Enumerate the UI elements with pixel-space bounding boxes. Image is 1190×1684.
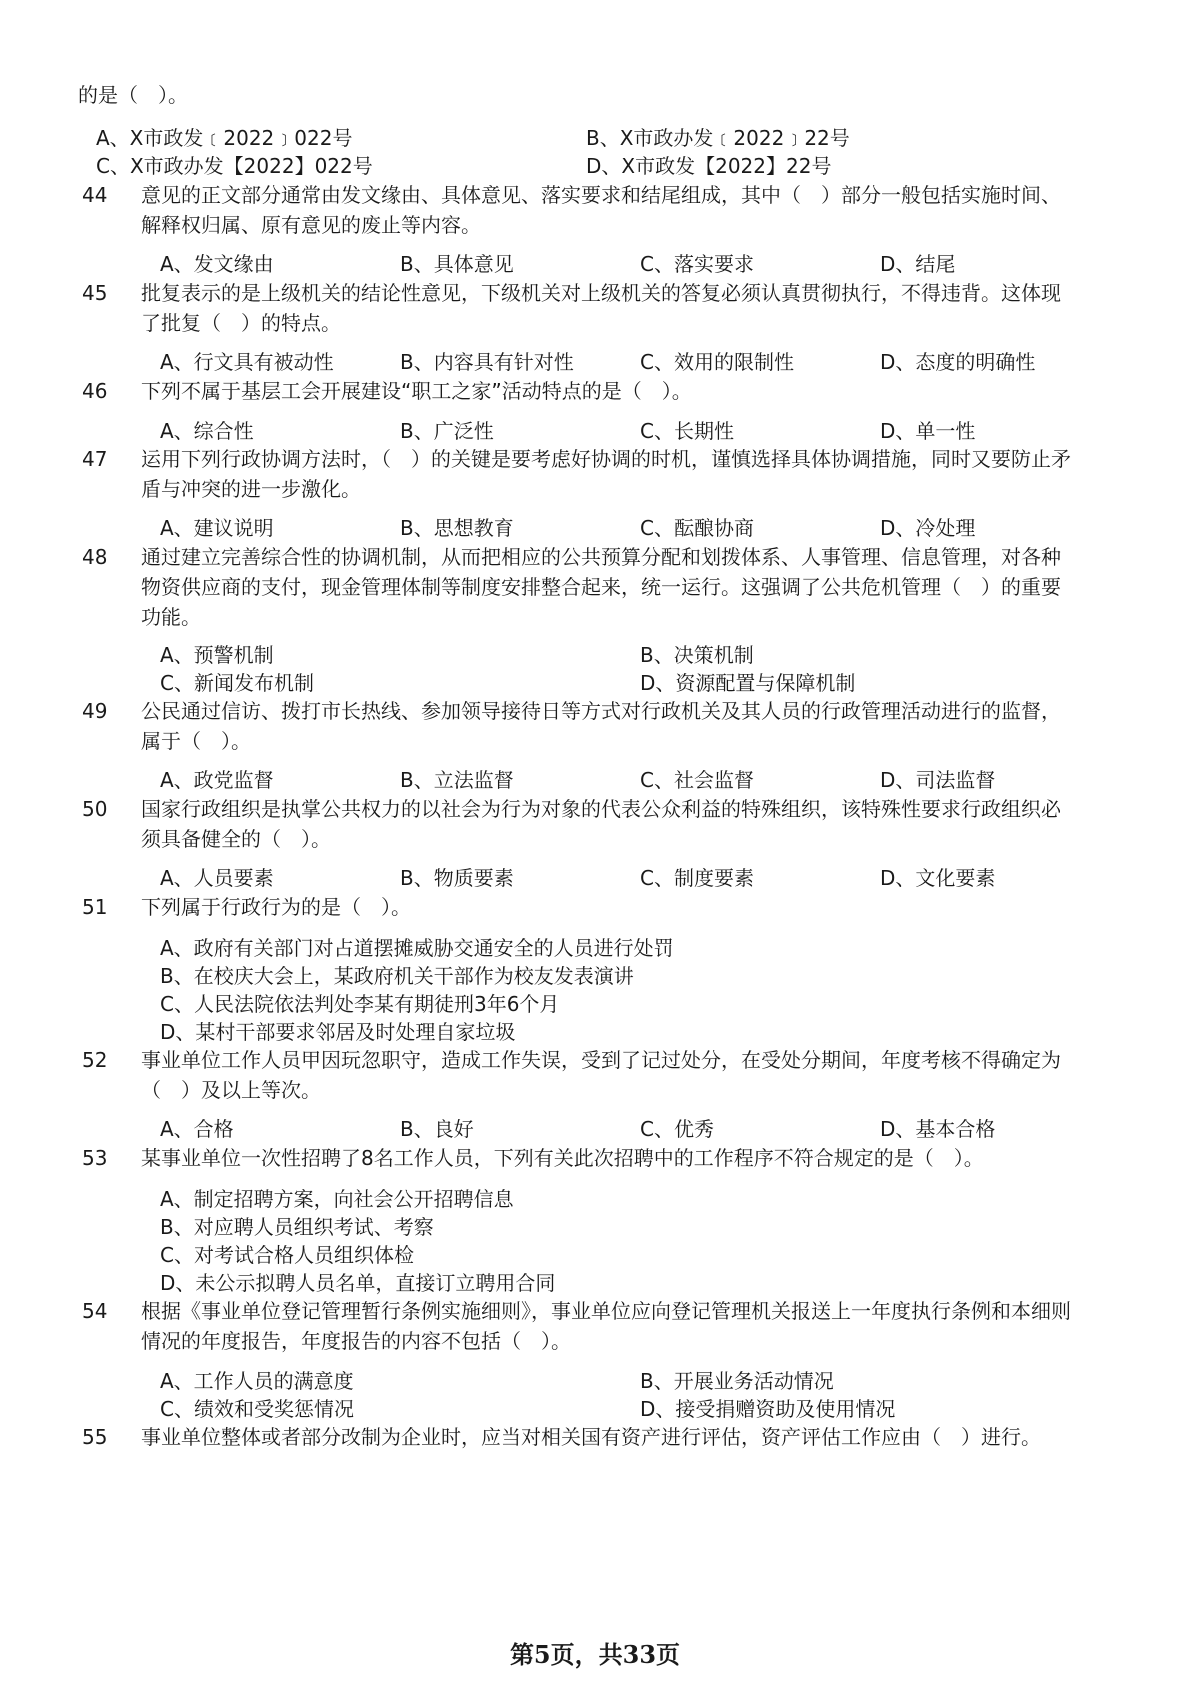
question-text: 下列属于行政行为的是（ ）。 [141, 895, 411, 919]
option-a: A、建议说明 [160, 516, 274, 540]
question-text: 下列不属于基层工会开展建设“职工之家”活动特点的是（ ）。 [141, 379, 692, 403]
option-c: C、长期性 [640, 419, 734, 443]
question-text: 事业单位工作人员甲因玩忽职守，造成工作失误，受到了记过处分，在受处分期间，年度考核不得确定为（ ）及以上等次。 [141, 1048, 1061, 1102]
option-d: D、资源配置与保障机制 [640, 671, 856, 695]
option-a: A、合格 [160, 1117, 234, 1141]
option-b: B、决策机制 [640, 643, 754, 667]
option-b: B、在校庆大会上，某政府机关干部作为校友发表演讲 [160, 964, 634, 988]
option-b: B、具体意见 [400, 252, 514, 276]
q43-option-b: B、X市政办发﹝2022﹞22号 [586, 126, 850, 150]
q43-option-d: D、X市政发【2022】22号 [586, 154, 832, 178]
question-text: 根据《事业单位登记管理暂行条例实施细则》，事业单位应向登记管理机关报送上一年度执行条例和本细则情况的年度报告，年度报告的内容不包括（ ）。 [141, 1299, 1071, 1353]
question-number: 47 [82, 447, 108, 471]
option-b: B、内容具有针对性 [400, 350, 574, 374]
option-d: D、态度的明确性 [880, 350, 1036, 374]
option-a: A、政府有关部门对占道摆摊威胁交通安全的人员进行处罚 [160, 936, 674, 960]
question-text: 批复表示的是上级机关的结论性意见，下级机关对上级机关的答复必须认真贯彻执行，不得违背。这体现了批复（ ）的特点。 [141, 281, 1061, 335]
option-c: C、新闻发布机制 [160, 671, 314, 695]
option-a: A、综合性 [160, 419, 254, 443]
question-43-tail: 的是（ ）。 [78, 83, 188, 107]
question-number: 51 [82, 895, 108, 919]
option-b: B、开展业务活动情况 [640, 1369, 834, 1393]
option-d: D、冷处理 [880, 516, 976, 540]
option-a: A、行文具有被动性 [160, 350, 334, 374]
option-c: C、酝酿协商 [640, 516, 754, 540]
option-b: B、良好 [400, 1117, 474, 1141]
question-number: 52 [82, 1048, 108, 1072]
option-a: A、预警机制 [160, 643, 274, 667]
option-a: A、人员要素 [160, 866, 274, 890]
question-text: 公民通过信访、拨打市长热线、参加领导接待日等方式对行政机关及其人员的行政管理活动进行的监督，属于（ ）。 [141, 699, 1061, 753]
option-b: B、立法监督 [400, 768, 514, 792]
q43-option-c: C、X市政办发【2022】022号 [96, 154, 373, 178]
question-number: 44 [82, 183, 108, 207]
option-b: B、对应聘人员组织考试、考察 [160, 1215, 434, 1239]
question-number: 46 [82, 379, 108, 403]
option-d: D、某村干部要求邻居及时处理自家垃圾 [160, 1020, 516, 1044]
page-footer: 第5页，共33页 [509, 1640, 681, 1669]
question-number: 53 [82, 1146, 108, 1170]
option-b: B、广泛性 [400, 419, 494, 443]
option-a: A、政党监督 [160, 768, 274, 792]
option-c: C、对考试合格人员组织体检 [160, 1243, 414, 1267]
option-c: C、绩效和受奖惩情况 [160, 1397, 354, 1421]
question-number: 55 [82, 1425, 108, 1449]
option-b: B、思想教育 [400, 516, 514, 540]
option-c: C、社会监督 [640, 768, 754, 792]
option-a: A、发文缘由 [160, 252, 274, 276]
option-d: D、未公示拟聘人员名单，直接订立聘用合同 [160, 1271, 556, 1295]
option-b: B、物质要素 [400, 866, 514, 890]
option-c: C、制度要素 [640, 866, 754, 890]
question-number: 45 [82, 281, 108, 305]
question-number: 48 [82, 545, 108, 569]
option-d: D、文化要素 [880, 866, 996, 890]
option-c: C、效用的限制性 [640, 350, 794, 374]
question-text: 事业单位整体或者部分改制为企业时，应当对相关国有资产进行评估，资产评估工作应由（ ）进行。 [141, 1425, 1041, 1449]
option-c: C、人民法院依法判处李某有期徒刑3年6个月 [160, 992, 560, 1016]
option-d: D、基本合格 [880, 1117, 996, 1141]
q43-option-a: A、X市政发﹝2022﹞022号 [96, 126, 353, 150]
question-text: 运用下列行政协调方法时，（ ）的关键是要考虑好协调的时机，谨慎选择具体协调措施，同时又要防止矛盾与冲突的进一步激化。 [141, 447, 1071, 501]
question-text: 通过建立完善综合性的协调机制，从而把相应的公共预算分配和划拨体系、人事管理、信息管理，对各种物资供应商的支付，现金管理体制等制度安排整合起来，统一运行。这强调了公共危机管理（ ）的重要功能。 [141, 545, 1061, 629]
question-number: 54 [82, 1299, 108, 1323]
option-a: A、制定招聘方案，向社会公开招聘信息 [160, 1187, 514, 1211]
option-a: A、工作人员的满意度 [160, 1369, 354, 1393]
option-d: D、司法监督 [880, 768, 996, 792]
question-number: 49 [82, 699, 108, 723]
option-c: C、优秀 [640, 1117, 714, 1141]
option-d: D、接受捐赠资助及使用情况 [640, 1397, 896, 1421]
question-number: 50 [82, 797, 108, 821]
question-text: 国家行政组织是执掌公共权力的以社会为行为对象的代表公众利益的特殊组织，该特殊性要求行政组织必须具备健全的（ ）。 [141, 797, 1061, 851]
option-c: C、落实要求 [640, 252, 754, 276]
question-text: 意见的正文部分通常由发文缘由、具体意见、落实要求和结尾组成，其中（ ）部分一般包括实施时间、解释权归属、原有意见的废止等内容。 [141, 183, 1061, 237]
option-d: D、单一性 [880, 419, 976, 443]
option-d: D、结尾 [880, 252, 956, 276]
question-text: 某事业单位一次性招聘了8名工作人员，下列有关此次招聘中的工作程序不符合规定的是（ ）。 [141, 1146, 984, 1170]
